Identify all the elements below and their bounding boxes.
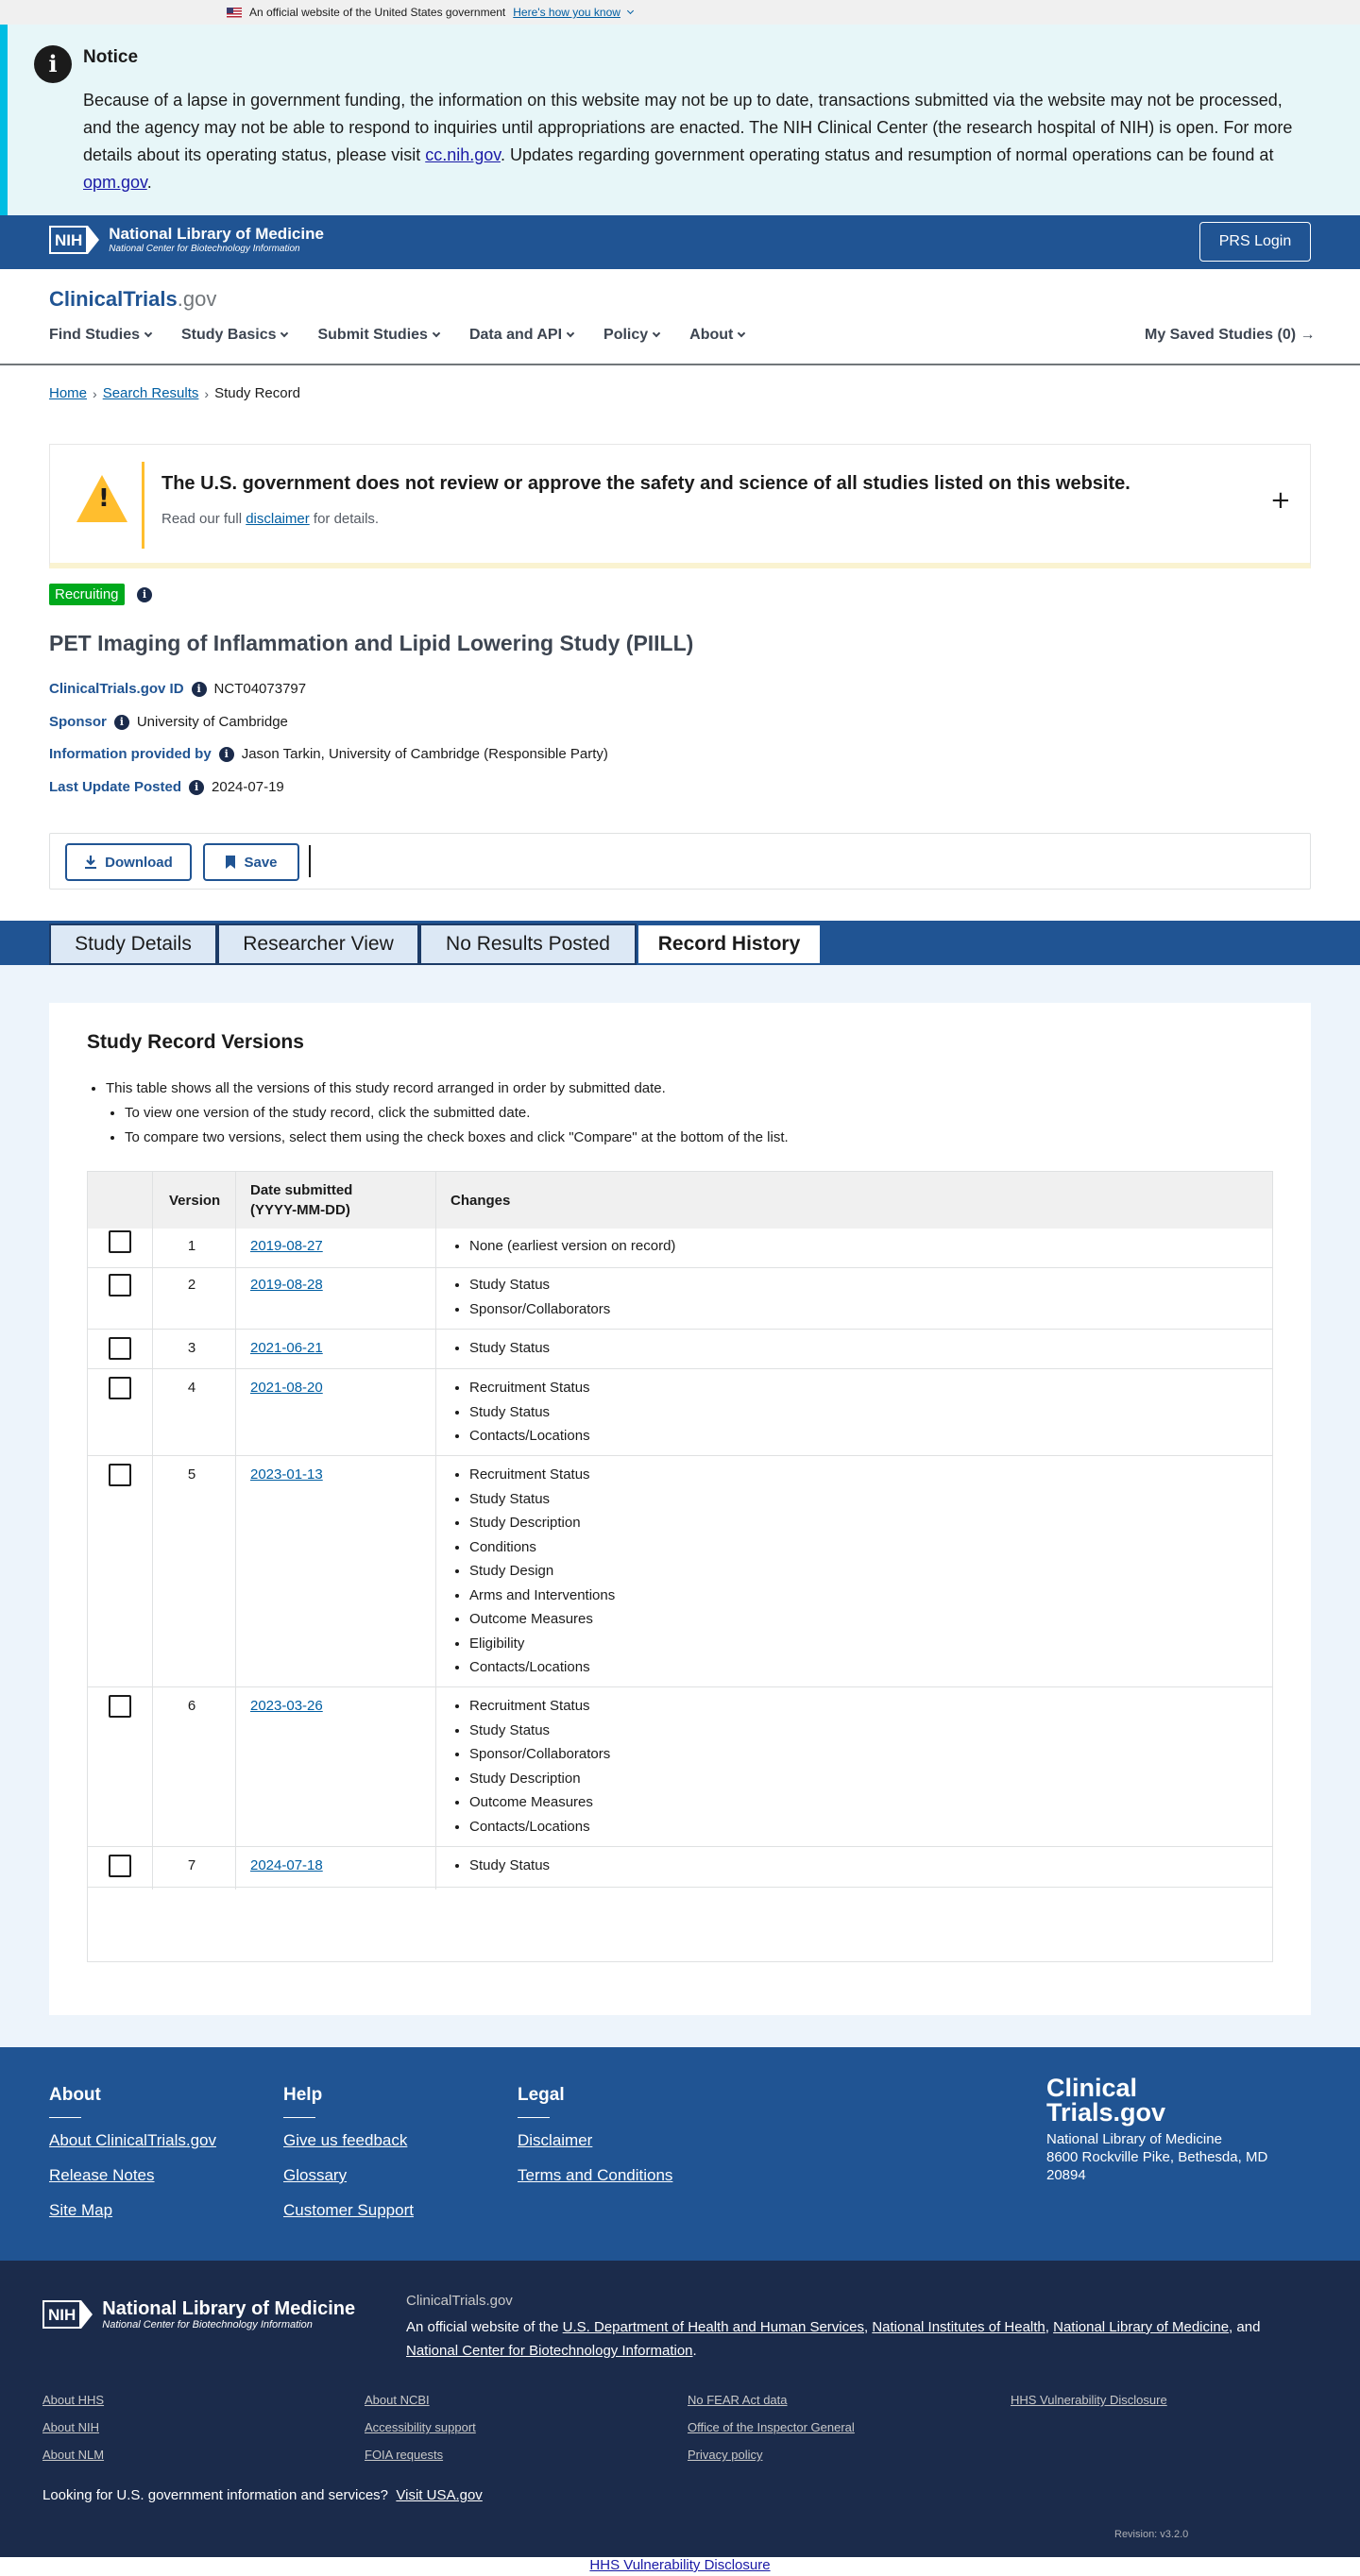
usa-gov-link[interactable]: Visit USA.gov [396, 2487, 483, 2503]
study-id-label: ClinicalTrials.gov ID [49, 681, 184, 697]
chevron-down-icon [280, 330, 288, 337]
oig-link[interactable]: Office of the Inspector General [688, 2420, 855, 2434]
changes-list: • Recruitment Status • Study Status • Sponsor/Collaborators • Study Description • Outcome Measures • Contacts/Locations [450, 1694, 610, 1839]
last-update-row [49, 779, 284, 795]
footer-heading: About [49, 2085, 101, 2105]
table-row [88, 1687, 1273, 1847]
chevron-down-icon [627, 7, 634, 13]
compare-checkbox[interactable] [109, 1855, 131, 1877]
version-number: 3 [187, 1340, 196, 1356]
version-date-link[interactable]: 2024-07-18 [250, 1857, 323, 1873]
nlm-footer-logo[interactable]: NIH National Library of Medicine National Center for Biotechnology Information [42, 2298, 355, 2330]
footer-official-text: An official website of the U.S. Department of Health and Human Services, National Institutes of Health, National Library of Medicine, and National Center for Biotechnology Information. [406, 2319, 1261, 2359]
nav-study-basics[interactable]: Study Basics [181, 327, 287, 344]
compare-checkbox[interactable] [109, 1464, 131, 1486]
changes-list: • Study Status • Sponsor/Collaborators [450, 1273, 610, 1321]
version-date-link[interactable]: 2021-06-21 [250, 1340, 323, 1356]
provided-by-label: Information provided by [49, 746, 212, 762]
download-button[interactable]: Download [65, 843, 192, 881]
nlm-footer [0, 2261, 1360, 2557]
tab-study-details[interactable]: Study Details [49, 924, 217, 965]
changes-list: • Study Status [450, 1336, 550, 1361]
version-number: 1 [187, 1238, 196, 1254]
compare-checkbox[interactable] [109, 1337, 131, 1360]
version-date-link[interactable]: 2021-08-20 [250, 1380, 323, 1396]
site-footer [0, 2047, 1360, 2261]
changes-list: • None (earliest version on record) [450, 1234, 675, 1259]
nih-logo-mark: NIH [49, 226, 88, 254]
chevron-down-icon [144, 330, 152, 337]
heres-how-you-know-link[interactable]: Here's how you know [513, 6, 620, 19]
table-row [88, 1847, 1273, 1888]
nav-find-studies[interactable]: Find Studies [49, 327, 151, 344]
table-row [88, 1369, 1273, 1456]
hhs-vulnerability-link[interactable]: HHS Vulnerability Disclosure [589, 2557, 771, 2573]
expand-plus-icon[interactable]: + [1270, 486, 1291, 515]
info-icon[interactable]: i [192, 682, 207, 697]
status-badge: Recruiting [49, 584, 125, 605]
changes-list: • Study Status [450, 1854, 550, 1878]
table-header [88, 1172, 1273, 1229]
disclaimer-accent-bar [142, 462, 144, 549]
chevron-down-icon [653, 330, 660, 337]
hhs-link[interactable]: U.S. Department of Health and Human Services [562, 2319, 864, 2335]
footer-site-logo[interactable]: Clinical Trials.gov [1046, 2074, 1166, 2127]
footer-about-col [49, 2085, 216, 2236]
my-saved-studies-link[interactable]: My Saved Studies (0) → [1145, 327, 1316, 343]
table-row [88, 1236, 1273, 1268]
footer-link[interactable]: Glossary [283, 2166, 348, 2184]
footer-help-col [283, 2085, 414, 2236]
version-number: 4 [187, 1380, 196, 1396]
footer-link[interactable]: About ClinicalTrials.gov [49, 2131, 216, 2149]
nlm-subtitle: National Center for Biotechnology Information [109, 243, 300, 254]
provided-by-row [49, 746, 608, 762]
sponsor-row [49, 714, 288, 730]
notice-title: Notice [83, 47, 139, 67]
warning-icon: ! [76, 475, 128, 522]
nlm-header [0, 215, 1360, 269]
footer-link[interactable]: Customer Support [283, 2201, 414, 2219]
accessibility-link[interactable]: Accessibility support [365, 2420, 476, 2434]
footer-link[interactable]: Terms and Conditions [518, 2166, 673, 2184]
disclaimer-subtext: Read our full disclaimer for details. [162, 511, 380, 527]
changes-list: • Recruitment Status • Study Status • Study Description • Conditions • Study Design • Arms and Interventions • Outcome Measures • Eligibility • Contacts/Locations [450, 1463, 615, 1680]
site-logo[interactable]: ClinicalTrials.gov [49, 287, 217, 311]
version-date-link[interactable]: 2023-01-13 [250, 1466, 323, 1483]
version-number: 5 [187, 1466, 196, 1483]
version-date-link[interactable]: 2023-03-26 [250, 1698, 323, 1714]
privacy-link[interactable]: Privacy policy [688, 2448, 763, 2462]
tab-no-results-posted[interactable]: No Results Posted [419, 924, 637, 965]
main-nav [49, 327, 774, 344]
col-version: Version [169, 1192, 221, 1209]
footer-link[interactable]: Site Map [49, 2201, 113, 2219]
nav-policy[interactable]: Policy [604, 327, 659, 344]
record-history-card [49, 1003, 1311, 2015]
tab-bar [0, 921, 1360, 965]
footer-site-name: ClinicalTrials.gov [406, 2293, 513, 2309]
footer-heading: Legal [518, 2085, 565, 2105]
sponsor-label: Sponsor [49, 714, 107, 730]
footer-heading: Help [283, 2085, 323, 2105]
footer-link[interactable]: Give us feedback [283, 2131, 408, 2149]
compare-checkbox[interactable] [109, 1230, 131, 1253]
study-id-value: NCT04073797 [213, 681, 307, 697]
col-date: Date submitted (YYYY-MM-DD) [250, 1182, 353, 1218]
info-icon[interactable]: i [219, 747, 234, 762]
download-icon [84, 855, 97, 870]
nih-logo-mark: NIH [42, 2300, 81, 2329]
breadcrumb [49, 385, 300, 401]
arrow-right-icon: → [1300, 327, 1316, 343]
chevron-right-icon: › [204, 385, 210, 401]
no-fear-link[interactable]: No FEAR Act data [688, 2393, 788, 2407]
info-icon[interactable]: i [189, 780, 204, 795]
study-title: PET Imaging of Inflammation and Lipid Lowering Study (PIILL) [49, 631, 694, 655]
breadcrumb-search-results[interactable]: Search Results [102, 385, 199, 401]
header-divider [0, 364, 1360, 365]
gov-banner-text: An official website of the United States government [249, 6, 506, 19]
actions-divider [309, 845, 311, 877]
nav-about[interactable]: About [689, 327, 744, 344]
last-update-label: Last Update Posted [49, 779, 182, 795]
study-actions-bar [49, 833, 1311, 890]
tab-researcher-view[interactable]: Researcher View [217, 924, 419, 965]
notice-body: Because of a lapse in government funding, the information on this website may not be up to date, transactions submitted via the website may not be processed, and the agency may not be able to respond to inquiries until appropriations are enacted. The NIH Clinical Center (the research hospital of NIH) is open. For more details about its operating status, please visit cc.nih.gov. Updates regarding government operating status and resumption of normal operations can be found at opm.gov. [83, 91, 1293, 192]
versions-table [87, 1171, 1273, 1962]
compare-checkbox[interactable] [109, 1274, 131, 1296]
save-button[interactable]: Save [203, 843, 299, 881]
revision-text: Revision: v3.2.0 [1114, 2529, 1189, 2540]
footer-address: National Library of Medicine 8600 Rockville Pike, Bethesda, MD 20894 [1046, 2131, 1268, 2183]
provided-by-value: Jason Tarkin, University of Cambridge (Responsible Party) [241, 746, 608, 762]
sponsor-value: University of Cambridge [136, 714, 288, 730]
chevron-down-icon [433, 330, 440, 337]
about-hhs-link[interactable]: About HHS [42, 2393, 105, 2407]
nlm-link[interactable]: National Library of Medicine [1053, 2319, 1230, 2335]
info-icon[interactable]: i [137, 587, 152, 602]
disclaimer-link[interactable]: disclaimer [246, 511, 310, 527]
version-number: 2 [187, 1277, 196, 1293]
nih-link[interactable]: National Institutes of Health [872, 2319, 1046, 2335]
chevron-right-icon: › [93, 385, 97, 401]
us-flag-icon [227, 8, 242, 18]
info-icon: i [34, 45, 72, 83]
gov-banner [0, 0, 1360, 25]
nav-submit-studies[interactable]: Submit Studies [317, 327, 438, 344]
last-update-value: 2024-07-19 [212, 779, 284, 795]
table-row [88, 1456, 1273, 1687]
ncbi-link[interactable]: National Center for Biotechnology Information [406, 2343, 693, 2359]
footer-link[interactable]: Release Notes [49, 2166, 155, 2184]
breadcrumb-current: Study Record [214, 385, 300, 401]
nav-data-api[interactable]: Data and API [469, 327, 573, 344]
breadcrumb-home[interactable]: Home [49, 385, 88, 401]
about-nih-link[interactable]: About NIH [42, 2420, 99, 2434]
notice-alert [0, 25, 1360, 215]
nlm-logo[interactable] [49, 226, 324, 254]
study-id-row [49, 681, 306, 697]
tab-record-history[interactable]: Record History [637, 924, 822, 965]
prs-login-button[interactable]: PRS Login [1199, 222, 1311, 262]
versions-heading: Study Record Versions [87, 1031, 304, 1053]
bottom-link-row [0, 2557, 1360, 2576]
compare-checkbox[interactable] [109, 1695, 131, 1718]
table-row [88, 1330, 1273, 1369]
version-date-link[interactable]: 2019-08-28 [250, 1277, 323, 1293]
disclaimer-title: The U.S. government does not review or approve the safety and science of all studies listed on this website. [162, 473, 1130, 494]
version-number: 6 [187, 1698, 196, 1714]
about-nlm-link[interactable]: About NLM [42, 2448, 105, 2462]
usa-gov-row: Looking for U.S. government information and services? Visit USA.gov [42, 2487, 483, 2503]
chevron-down-icon [567, 330, 574, 337]
info-icon[interactable]: i [114, 715, 129, 730]
col-changes: Changes [450, 1192, 511, 1209]
compare-checkbox[interactable] [109, 1377, 131, 1399]
version-number: 7 [187, 1857, 196, 1873]
versions-description: • This table shows all the versions of this study record arranged in order by submitted date. • To view one version of the study record, click the submitted date. • To compare two versions, select them using the check boxes and click "Compare" at the bottom of the list. [87, 1076, 789, 1150]
nlm-title: National Library of Medicine [109, 225, 324, 244]
footer-link[interactable]: Disclaimer [518, 2131, 593, 2149]
footer-legal-col [518, 2085, 672, 2201]
chevron-down-icon [738, 330, 745, 337]
table-row [88, 1268, 1273, 1330]
version-date-link[interactable]: 2019-08-27 [250, 1238, 323, 1254]
disclaimer-accordion[interactable] [49, 444, 1311, 568]
changes-list: • Recruitment Status • Study Status • Contacts/Locations [450, 1376, 590, 1449]
foia-link[interactable]: FOIA requests [365, 2448, 444, 2462]
opm-link[interactable]: opm.gov [83, 173, 147, 192]
vulnerability-link[interactable]: HHS Vulnerability Disclosure [1011, 2393, 1167, 2407]
cc-nih-link[interactable]: cc.nih.gov [425, 145, 501, 164]
bookmark-icon [225, 855, 236, 870]
about-ncbi-link[interactable]: About NCBI [365, 2393, 430, 2407]
